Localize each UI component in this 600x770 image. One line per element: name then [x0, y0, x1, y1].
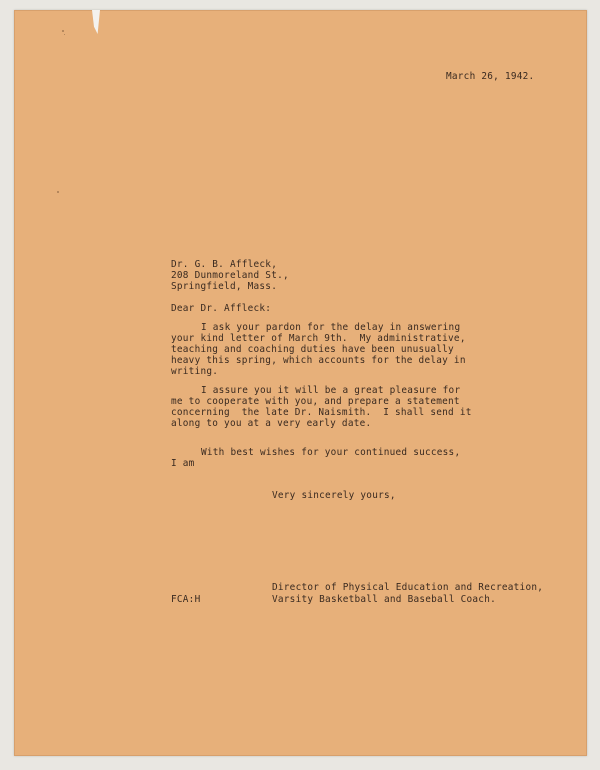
paragraph1-line: teaching and coaching duties have been unusually: [171, 344, 454, 355]
paper-speck: [57, 191, 59, 193]
salutation: Dear Dr. Affleck:: [171, 303, 272, 314]
letter-page: [14, 10, 587, 756]
paragraph2-line: concerning the late Dr. Naismith. I shall send it: [171, 407, 472, 418]
signer-title-line: Varsity Basketball and Baseball Coach.: [272, 594, 496, 605]
paragraph1-line: your kind letter of March 9th. My administrative,: [171, 333, 466, 344]
recipient-street: 208 Dunmoreland St.,: [171, 270, 289, 281]
recipient-city: Springfield, Mass.: [171, 281, 278, 292]
signer-title-line: Director of Physical Education and Recreation,: [272, 582, 544, 593]
typist-initials: FCA:H: [171, 594, 201, 605]
paragraph2-line: I assure you it will be a great pleasure for: [201, 385, 461, 396]
paragraph1-line: I ask your pardon for the delay in answering: [201, 322, 461, 333]
paragraph3-line: With best wishes for your continued success,: [201, 447, 461, 458]
paper-speck: [64, 34, 65, 35]
paper-speck: [62, 30, 64, 32]
letter-date: March 26, 1942.: [446, 71, 535, 82]
paragraph3-line: I am: [171, 458, 195, 469]
recipient-name: Dr. G. B. Affleck,: [171, 259, 278, 270]
paragraph2-line: along to you at a very early date.: [171, 418, 372, 429]
paragraph1-line: writing.: [171, 366, 219, 377]
closing: Very sincerely yours,: [272, 490, 396, 501]
paragraph2-line: me to cooperate with you, and prepare a statement: [171, 396, 460, 407]
paragraph1-line: heavy this spring, which accounts for the delay in: [171, 355, 466, 366]
